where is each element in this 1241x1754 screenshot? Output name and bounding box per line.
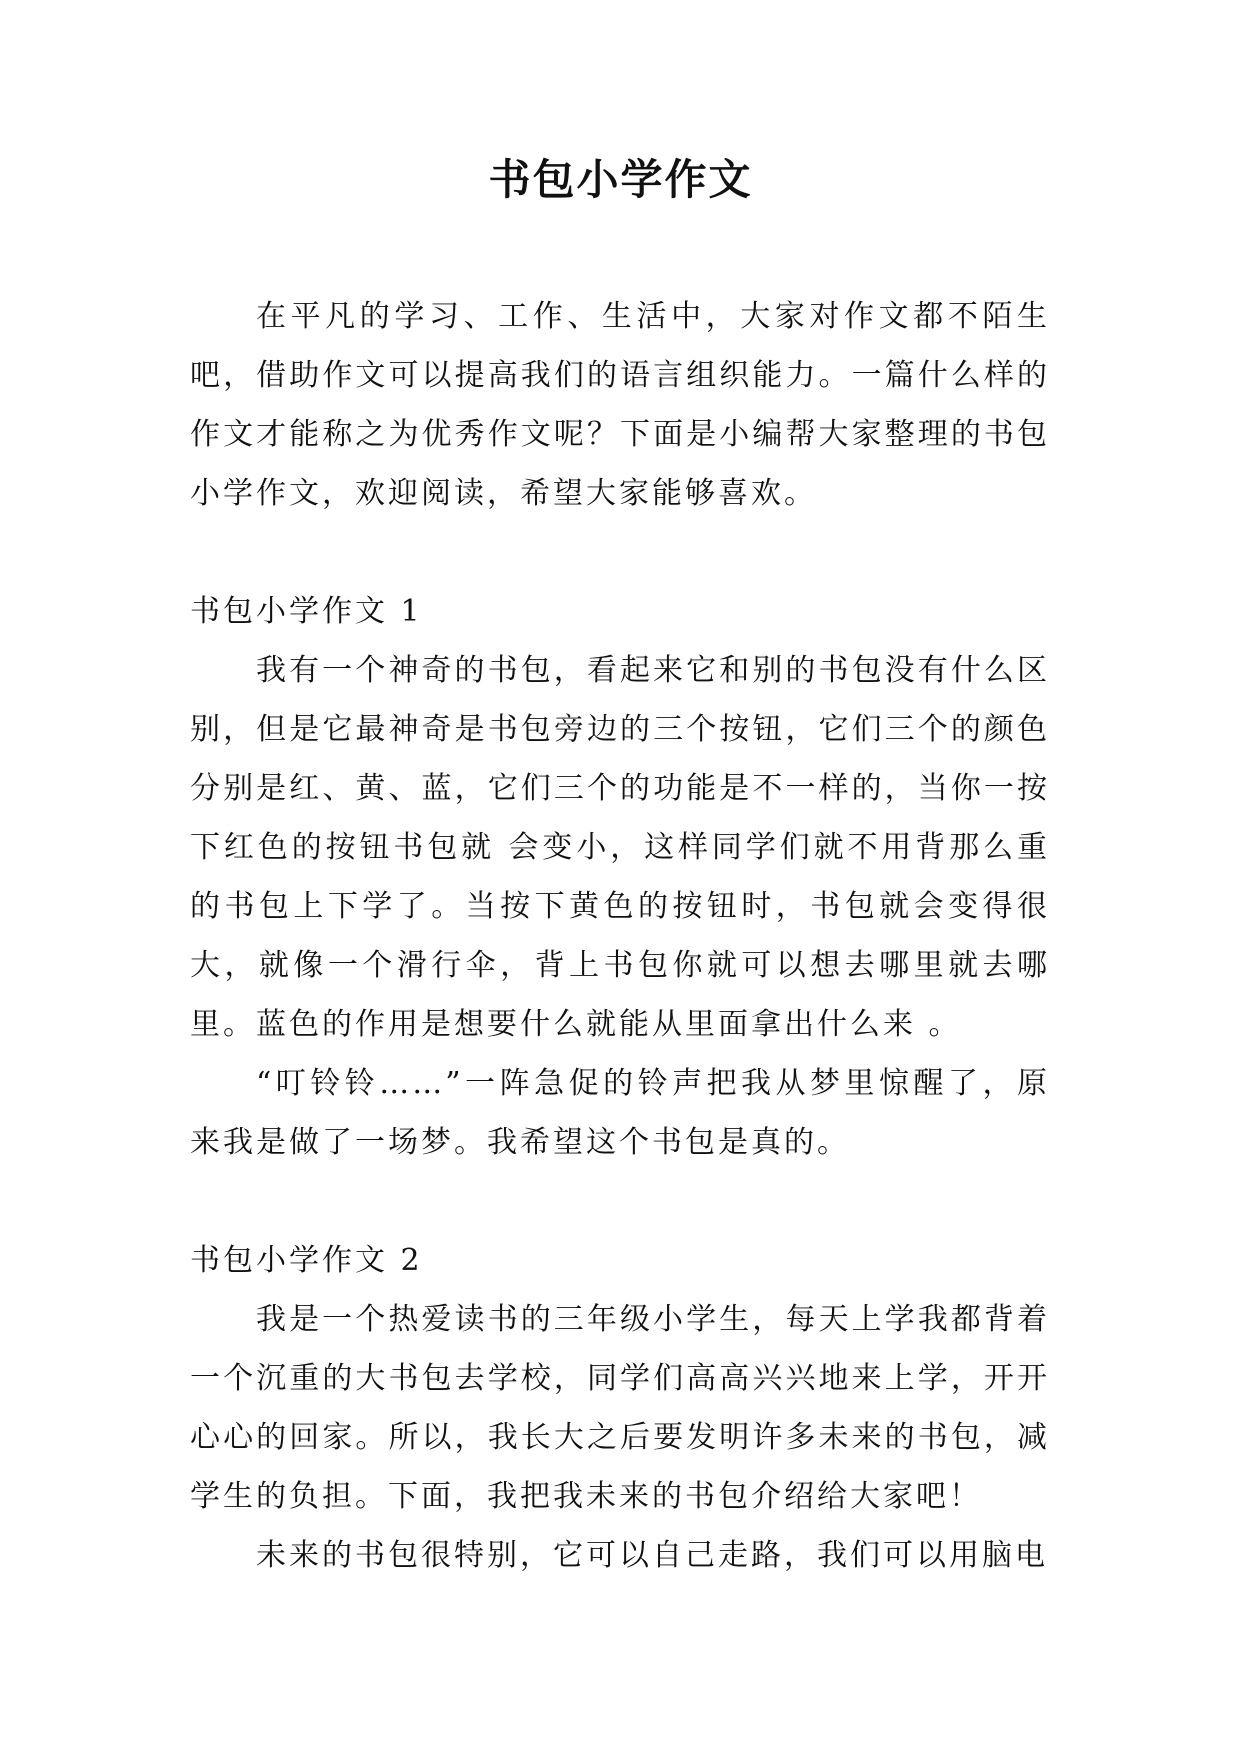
section-2-paragraph-1: 我是一个热爱读书的三年级小学生，每天上学我都背着一个沉重的大书包去学校，同学们高高兴兴地来上学，开开心心的回家。所以，我长大之后要发明许多未来的书包，减学生的负担。下面，我把我未来的书包介绍给大家吧！	[190, 1302, 1050, 1514]
section-heading-2: 书包小学作文 2	[190, 1243, 423, 1278]
document-body	[190, 287, 1050, 1585]
section-2-paragraph-2: 未来的书包很特别，它可以自己走路，我们可以用脑电	[256, 1538, 1048, 1573]
document-title: 书包小学作文	[488, 155, 753, 204]
section-heading-1: 书包小学作文 1	[190, 594, 423, 629]
intro-paragraph: 在平凡的学习、工作、生活中，大家对作文都不陌生吧，借助作文可以提高我们的语言组织能力。一篇什么样的作文才能称之为优秀作文呢？下面是小编帮大家整理的书包小学作文，欢迎阅读，希望大家能够喜欢。	[190, 299, 1050, 511]
section-1-paragraph-2: “叮铃铃……”一阵急促的铃声把我从梦里惊醒了，原来我是做了一场梦。我希望这个书包是真的。	[190, 1066, 1050, 1160]
section-1-paragraph-1: 我有一个神奇的书包，看起来它和别的书包没有什么区别，但是它最神奇是书包旁边的三个按钮，它们三个的颜色分别是红、黄、蓝，它们三个的功能是不一样的，当你一按下红色的按钮书包就 会变小，这样同学们就不用背那么重的书包上下学了。当按下黄色的按钮时，书包就会变得很大，就像一个滑行伞，背上书包你就可以想去哪里就去哪里。蓝色的作用是想要什么就能从里面拿出什么来 。	[190, 653, 1050, 1042]
